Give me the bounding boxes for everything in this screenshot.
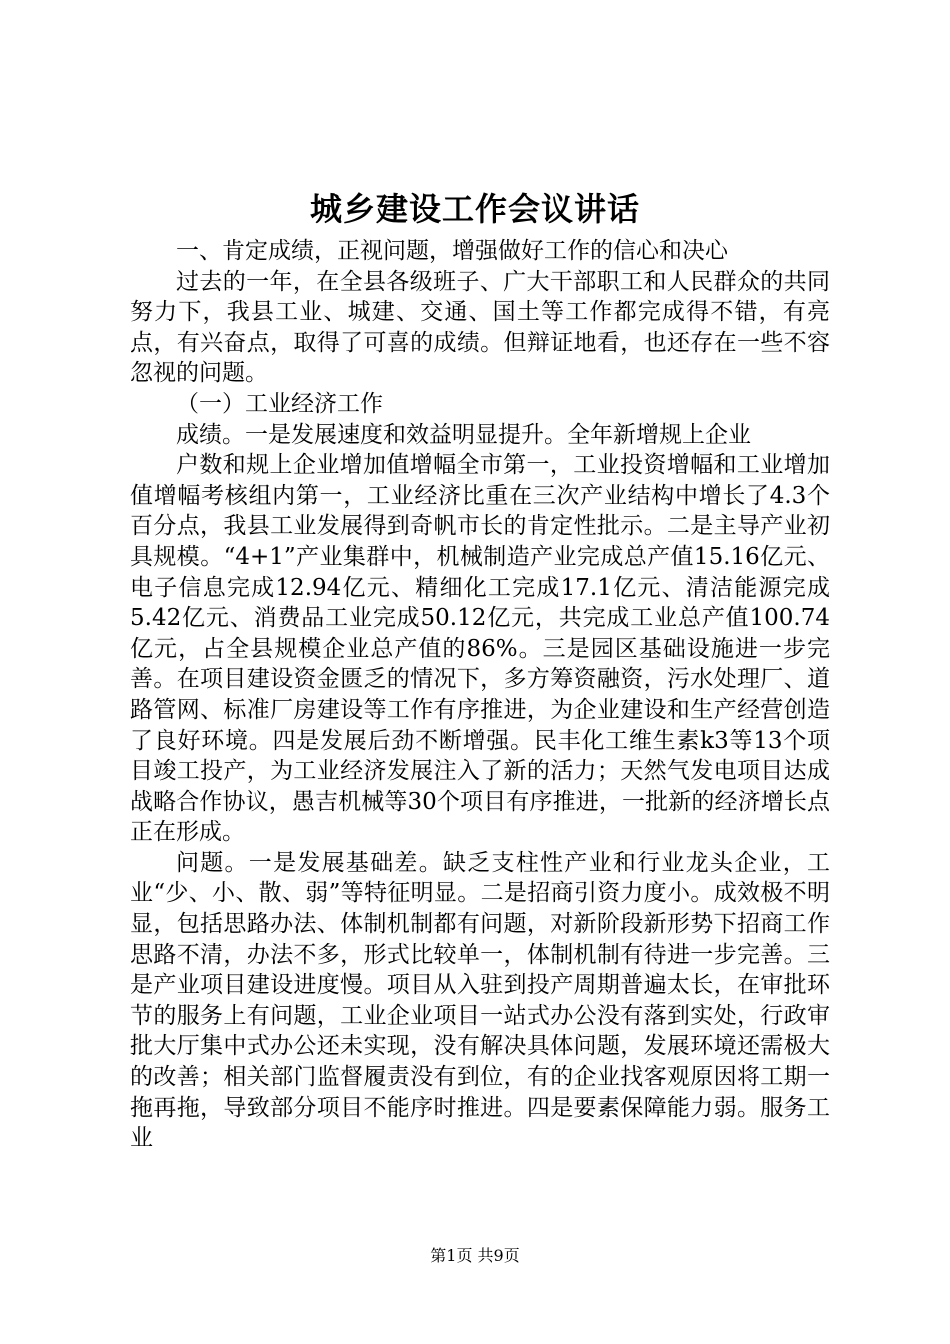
- document-title: 城乡建设工作会议讲话: [309, 190, 640, 228]
- paragraph: 成绩。一是发展速度和效益明显提升。全年新增规上企业: [176, 421, 751, 448]
- page-footer: 第1页 共9页: [430, 1246, 520, 1265]
- subsection-heading: （一）工业经济工作: [176, 390, 383, 417]
- section-heading: 一、肯定成绩，正视问题，增强做好工作的信心和决心: [176, 238, 728, 264]
- document-body: [130, 236, 830, 1154]
- paragraph: 问题。一是发展基础差。缺乏支柱性产业和行业龙头企业，工业“少、小、散、弱”等特征明显。二是招商引资力度小。成效极不明显，包括思路办法、体制机制都有问题，对新阶段新形势下招商工作思路不清，办法不多，形式比较单一，体制机制有待进一步完善。三是产业项目建设进度慢。项目从入驻到投产周期普遍太长，在审批环节的服务上有问题，工业企业项目一站式办公没有落到实处，行政审批大厅集中式办公还未实现，没有解决具体问题，发展环境还需极大的改善；相关部门监督履责没有到位，有的企业找客观原因将工期一拖再拖，导致部分项目不能序时推进。四是要素保障能力弱。服务工业: [130, 849, 830, 1152]
- paragraph: 过去的一年，在全县各级班子、广大干部职工和人民群众的共同努力下，我县工业、城建、交通、国土等工作都完成得不错，有亮点，有兴奋点，取得了可喜的成绩。但辩证地看，也还存在一些不容忽视的问题。: [130, 268, 830, 387]
- paragraph: 户数和规上企业增加值增幅全市第一，工业投资增幅和工业增加值增幅考核组内第一，工业经济比重在三次产业结构中增长了4.3个百分点，我县工业发展得到奇帆市长的肯定性批示。二是主导产业初具规模。“4+1”产业集群中，机械制造产业完成总产值15.16亿元、电子信息完成12.94亿元、精细化工完成17.1亿元、清洁能源完成5.42亿元、消费品工业完成50.12亿元，共完成工业总产值100.74亿元，占全县规模企业总产值的86%。三是园区基础设施进一步完善。在项目建设资金匮乏的情况下，多方筹资融资，污水处理厂、道路管网、标准厂房建设等工作有序推进，为企业建设和生产经营创造了良好环境。四是发展后劲不断增强。民丰化工维生素k3等13个项目竣工投产，为工业经济发展注入了新的活力；天然气发电项目达成战略合作协议，愚吉机械等30个项目有序推进，一批新的经济增长点正在形成。: [130, 452, 830, 846]
